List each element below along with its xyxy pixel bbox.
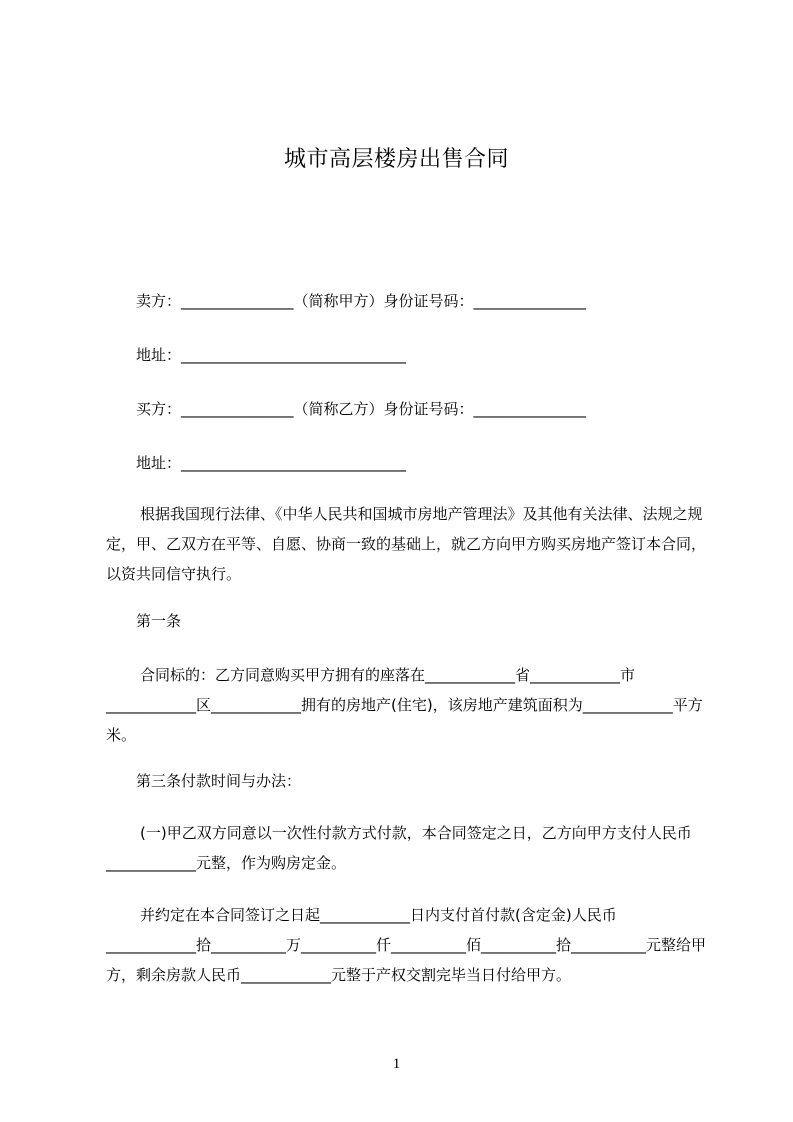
payment-2-text: 并约定在本合同签订之日起____________日内支付首付款(含定金)人民币____________拾__________万__________仟__________佰__________拾__________元整给甲方，剩余房款人民币____________元整于产权交割完毕当日付给甲方。 (106, 906, 707, 984)
intro-text: 根据我国现行法律、《中华人民共和国城市房地产管理法》及其他有关法律、法规之规定，甲、乙双方在平等、自愿、协商一致的基础上，就乙方向甲方购买房地产签订本合同，以资共同信守执行。 (106, 505, 707, 583)
article-1-paragraph (106, 660, 706, 750)
payment-2-paragraph (106, 900, 706, 990)
intro-paragraph (106, 499, 706, 589)
article-1-heading: 第一条 (136, 612, 182, 630)
article-3-heading: 第三条付款时间与办法： (136, 772, 302, 790)
buyer-line: 买方：_______________（简称乙方）身份证号码：_______________ (136, 400, 587, 418)
payment-1-paragraph (106, 818, 706, 878)
document-title: 城市高层楼房出售合同 (283, 147, 509, 172)
page-number: 1 (392, 1056, 401, 1072)
seller-address-line: 地址：______________________________ (136, 346, 407, 364)
seller-line: 卖方：_______________（简称甲方）身份证号码：_______________ (136, 292, 587, 310)
buyer-address-line: 地址：______________________________ (136, 454, 407, 472)
payment-1-text: (一)甲乙双方同意以一次性付款方式付款，本合同签定之日，乙方向甲方支付人民币____________元整，作为购房定金。 (106, 824, 692, 872)
article-1-text: 合同标的：乙方同意购买甲方拥有的座落在____________省____________市____________区____________拥有的房地产(住宅)，该房地产建筑面积为____________平方米。 (106, 666, 703, 744)
